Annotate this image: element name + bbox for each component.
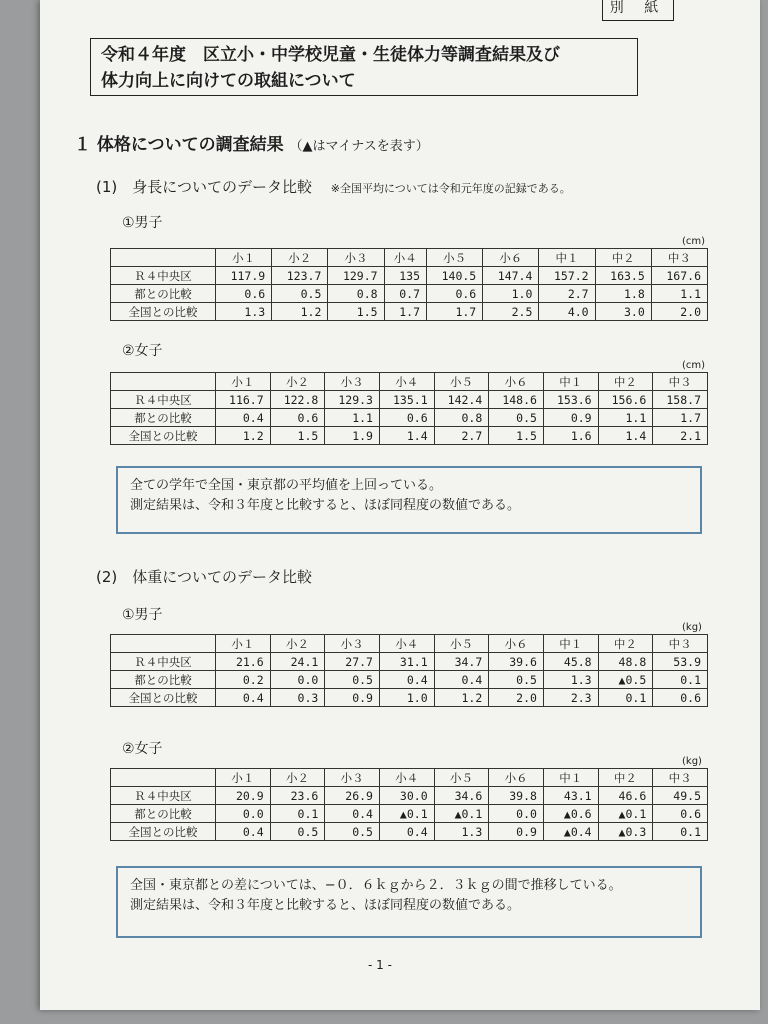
height-summary-box [116, 466, 702, 534]
column-header: 小４ [379, 769, 434, 787]
table-cell: 0.6 [270, 409, 325, 427]
table-cell: 1.3 [434, 823, 489, 841]
table-cell: 0.6 [653, 689, 708, 707]
height-heading-note: ※全国平均については令和元年度の記録である。 [330, 182, 571, 195]
table-cell: 1.5 [489, 427, 544, 445]
row-label: Ｒ４中央区 [111, 267, 216, 285]
weight-boys-label: ①男子 [122, 607, 163, 623]
table-cell: 0.4 [325, 805, 380, 823]
table-row [111, 671, 708, 689]
table-cell: 30.0 [379, 787, 434, 805]
column-header: 中１ [543, 373, 598, 391]
table-cell: 117.9 [216, 267, 272, 285]
table-cell: 0.9 [543, 409, 598, 427]
column-header: 小６ [489, 769, 544, 787]
table-cell: 2.0 [651, 303, 707, 321]
column-header: 中３ [653, 373, 708, 391]
page-number: - 1 - [368, 958, 392, 972]
table-cell: 0.6 [379, 409, 434, 427]
column-header: 小３ [325, 769, 380, 787]
column-header: 小２ [270, 769, 325, 787]
table-cell: 1.9 [325, 427, 380, 445]
table-cell: 2.7 [539, 285, 595, 303]
table-cell: 0.5 [325, 671, 380, 689]
table-cell: 34.6 [434, 787, 489, 805]
table-cell: 1.6 [543, 427, 598, 445]
column-header: 小１ [216, 769, 271, 787]
column-header: 中２ [598, 373, 653, 391]
table-cell: 0.1 [270, 805, 325, 823]
section1-title: 体格についての調査結果 [96, 135, 284, 155]
column-header: 中１ [543, 635, 598, 653]
table-cell: 2.7 [434, 427, 489, 445]
column-header: 小２ [272, 249, 328, 267]
table-row [111, 391, 708, 409]
row-label: Ｒ４中央区 [111, 653, 216, 671]
row-label: Ｒ４中央区 [111, 787, 216, 805]
column-header: 小１ [216, 249, 272, 267]
table-cell: ▲0.3 [598, 823, 653, 841]
table-cell: 140.5 [427, 267, 483, 285]
table-cell: 1.1 [325, 409, 380, 427]
table-cell: 0.4 [216, 823, 271, 841]
table-cell: 135.1 [379, 391, 434, 409]
table-cell: 1.8 [595, 285, 651, 303]
table-cell: ▲0.5 [598, 671, 653, 689]
table-cell: 1.1 [651, 285, 707, 303]
table-cell: 0.6 [427, 285, 483, 303]
table-cell: 0.0 [489, 805, 544, 823]
row-label: 都との比較 [111, 805, 216, 823]
attachment-label: 別 紙 [602, 0, 674, 21]
column-header: 小５ [434, 373, 489, 391]
table-cell: 43.1 [543, 787, 598, 805]
table-cell: 0.6 [216, 285, 272, 303]
table-cell: 1.3 [216, 303, 272, 321]
table-cell: 0.2 [216, 671, 271, 689]
table-cell: 46.6 [598, 787, 653, 805]
table-cell: 21.6 [216, 653, 271, 671]
weight-girls-label: ②女子 [122, 741, 163, 757]
table-cell: 167.6 [651, 267, 707, 285]
column-header: 中２ [595, 249, 651, 267]
table-cell: ▲0.1 [598, 805, 653, 823]
table-cell: 1.7 [427, 303, 483, 321]
weight-heading [96, 566, 312, 587]
table-header-row [111, 769, 708, 787]
table-cell: 0.0 [216, 805, 271, 823]
table-cell: 0.1 [598, 689, 653, 707]
column-header: 中３ [653, 635, 708, 653]
table-cell: 123.7 [272, 267, 328, 285]
row-label: 全国との比較 [111, 823, 216, 841]
table-header-row [111, 635, 708, 653]
table-cell: 163.5 [595, 267, 651, 285]
table-cell: 1.4 [379, 427, 434, 445]
table-cell: 147.4 [483, 267, 539, 285]
column-header: 小５ [434, 635, 489, 653]
column-header: 小３ [325, 373, 380, 391]
table-cell: 23.6 [270, 787, 325, 805]
column-header: 小３ [325, 635, 380, 653]
table-row [111, 823, 708, 841]
table-cell: 157.2 [539, 267, 595, 285]
table-cell: 3.0 [595, 303, 651, 321]
weight-girls-table [110, 768, 708, 841]
table-cell: 2.5 [483, 303, 539, 321]
table-cell: 0.4 [434, 671, 489, 689]
row-label: 全国との比較 [111, 689, 216, 707]
column-header: 中１ [543, 769, 598, 787]
table-cell: 122.8 [270, 391, 325, 409]
table-cell: 0.9 [489, 823, 544, 841]
table-cell: 39.8 [489, 787, 544, 805]
column-header: 小４ [379, 635, 434, 653]
table-cell: 0.7 [384, 285, 426, 303]
column-header: 小１ [216, 635, 271, 653]
table-cell: 0.1 [653, 823, 708, 841]
section1-heading [74, 130, 429, 155]
table-cell: 0.8 [328, 285, 384, 303]
table-cell: 0.5 [489, 671, 544, 689]
column-header: 小３ [328, 249, 384, 267]
row-label: 都との比較 [111, 409, 216, 427]
table-row [111, 285, 708, 303]
table-cell: 0.3 [270, 689, 325, 707]
table-cell: 0.5 [489, 409, 544, 427]
section1-number: １ [74, 135, 91, 155]
height-boys-label: ①男子 [122, 215, 163, 231]
table-cell: 142.4 [434, 391, 489, 409]
column-header: 小１ [216, 373, 271, 391]
table-cell: 53.9 [653, 653, 708, 671]
table-cell: 1.7 [653, 409, 708, 427]
table-cell: 1.0 [483, 285, 539, 303]
table-cell: 153.6 [543, 391, 598, 409]
table-row [111, 805, 708, 823]
table-cell: 1.7 [384, 303, 426, 321]
column-header: 中３ [653, 769, 708, 787]
weight-summary-line1: 全国・東京都との差については、−０．６ｋｇから２．３ｋｇの間で推移している。 [130, 878, 622, 893]
table-row [111, 303, 708, 321]
table-row [111, 787, 708, 805]
table-cell: 0.1 [653, 671, 708, 689]
table-cell: 1.2 [272, 303, 328, 321]
table-cell: 2.0 [489, 689, 544, 707]
table-cell: 1.2 [434, 689, 489, 707]
table-cell: 26.9 [325, 787, 380, 805]
column-header: 中１ [539, 249, 595, 267]
table-cell: 129.3 [325, 391, 380, 409]
table-cell: 48.8 [598, 653, 653, 671]
table-cell: 1.5 [328, 303, 384, 321]
row-label: 都との比較 [111, 285, 216, 303]
column-header: 小６ [489, 373, 544, 391]
table-corner-cell [111, 373, 216, 391]
table-cell: 1.4 [598, 427, 653, 445]
table-cell: 20.9 [216, 787, 271, 805]
table-row [111, 689, 708, 707]
table-cell: 45.8 [543, 653, 598, 671]
table-cell: 2.3 [543, 689, 598, 707]
table-row [111, 409, 708, 427]
height-heading-text: (1) 身長についてのデータ比較 [96, 178, 312, 196]
row-label: 全国との比較 [111, 303, 216, 321]
document-title-line1: 令和４年度 区立小・中学校児童・生徒体力等調査結果及び [101, 45, 560, 65]
weight-summary-line2: 測定結果は、令和３年度と比較すると、ほぼ同程度の数値である。 [130, 898, 521, 913]
table-cell: ▲0.4 [543, 823, 598, 841]
document-page [40, 0, 760, 1010]
table-cell: 0.5 [325, 823, 380, 841]
table-cell: 1.1 [598, 409, 653, 427]
table-cell: 0.6 [653, 805, 708, 823]
table-cell: 27.7 [325, 653, 380, 671]
table-row [111, 267, 708, 285]
table-cell: 0.0 [270, 671, 325, 689]
weight-summary-box [116, 866, 702, 938]
height-boys-unit: (cm) [682, 236, 706, 247]
table-cell: 31.1 [379, 653, 434, 671]
row-label: Ｒ４中央区 [111, 391, 216, 409]
table-cell: 1.5 [270, 427, 325, 445]
table-cell: 0.4 [216, 689, 271, 707]
table-cell: 0.5 [272, 285, 328, 303]
height-girls-table [110, 372, 708, 445]
document-title-line2: 体力向上に向けての取組について [101, 71, 356, 91]
table-cell: 49.5 [653, 787, 708, 805]
weight-heading-text: (2) 体重についてのデータ比較 [96, 568, 312, 586]
weight-girls-unit: (kg) [682, 756, 702, 767]
column-header: 小２ [270, 373, 325, 391]
column-header: 小６ [489, 635, 544, 653]
table-cell: 0.4 [216, 409, 271, 427]
column-header: 中２ [598, 635, 653, 653]
table-corner-cell [111, 635, 216, 653]
column-header: 小５ [434, 769, 489, 787]
table-cell: ▲0.1 [434, 805, 489, 823]
table-cell: 1.2 [216, 427, 271, 445]
table-cell: 129.7 [328, 267, 384, 285]
table-cell: 0.4 [379, 671, 434, 689]
weight-boys-table [110, 634, 708, 707]
column-header: 小６ [483, 249, 539, 267]
column-header: 小２ [270, 635, 325, 653]
table-cell: 0.4 [379, 823, 434, 841]
column-header: 小４ [379, 373, 434, 391]
table-cell: 1.0 [379, 689, 434, 707]
table-row [111, 427, 708, 445]
height-heading [96, 176, 571, 197]
table-cell: ▲0.6 [543, 805, 598, 823]
column-header: 小４ [384, 249, 426, 267]
table-cell: 148.6 [489, 391, 544, 409]
weight-boys-unit: (kg) [682, 622, 702, 633]
column-header: 中３ [651, 249, 707, 267]
table-cell: ▲0.1 [379, 805, 434, 823]
table-cell: 4.0 [539, 303, 595, 321]
table-cell: 24.1 [270, 653, 325, 671]
table-header-row [111, 249, 708, 267]
section1-note: （▲はマイナスを表す） [289, 139, 429, 154]
height-girls-unit: (cm) [682, 360, 706, 371]
height-summary-line1: 全ての学年で全国・東京都の平均値を上回っている。 [130, 478, 443, 493]
table-cell: 0.5 [270, 823, 325, 841]
table-cell: 0.8 [434, 409, 489, 427]
table-row [111, 653, 708, 671]
row-label: 都との比較 [111, 671, 216, 689]
table-corner-cell [111, 249, 216, 267]
height-girls-label: ②女子 [122, 343, 163, 359]
table-cell: 135 [384, 267, 426, 285]
table-cell: 116.7 [216, 391, 271, 409]
table-cell: 156.6 [598, 391, 653, 409]
row-label: 全国との比較 [111, 427, 216, 445]
table-cell: 0.9 [325, 689, 380, 707]
table-cell: 2.1 [653, 427, 708, 445]
height-summary-line2: 測定結果は、令和３年度と比較すると、ほぼ同程度の数値である。 [130, 498, 521, 513]
height-boys-table [110, 248, 708, 321]
table-cell: 1.3 [543, 671, 598, 689]
table-header-row [111, 373, 708, 391]
table-cell: 39.6 [489, 653, 544, 671]
document-title-box [90, 38, 638, 96]
column-header: 中２ [598, 769, 653, 787]
table-cell: 158.7 [653, 391, 708, 409]
table-corner-cell [111, 769, 216, 787]
table-cell: 34.7 [434, 653, 489, 671]
column-header: 小５ [427, 249, 483, 267]
